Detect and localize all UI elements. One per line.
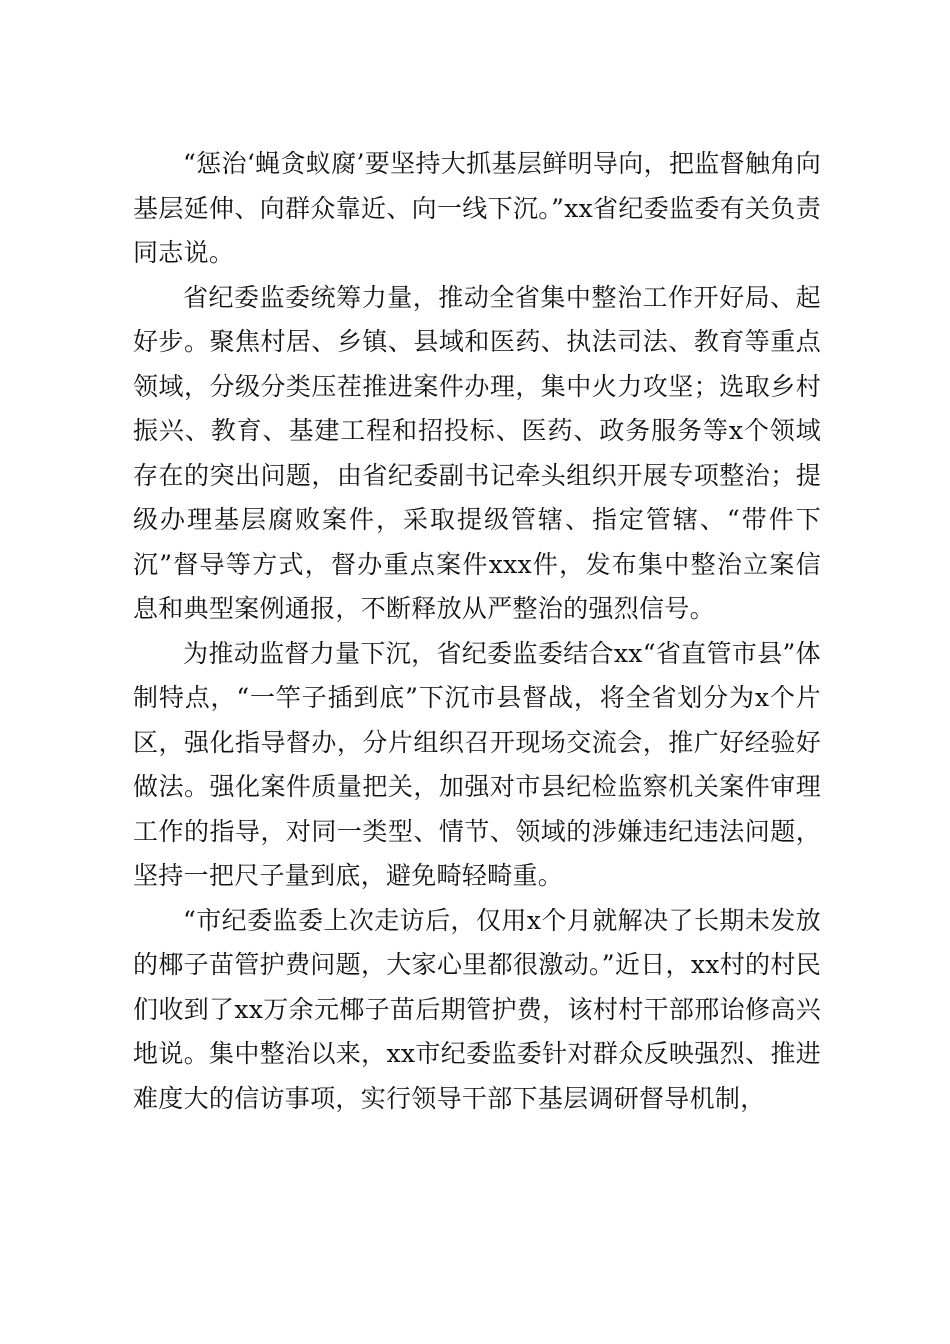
paragraph-1: “惩治‘蝇贪蚁腐’要坚持大抓基层鲜明导向，把监督触角向基层延伸、向群众靠近、向一线下沉。”xx省纪委监委有关负责同志说。 xyxy=(133,149,821,267)
document-body xyxy=(133,142,821,1121)
paragraph-3: 为推动监督力量下沉，省纪委监委结合xx“省直管市县”体制特点，“一竿子插到底”下沉市县督战，将全省划分为x个片区，强化指导督办，分片组织召开现场交流会，推广好经验好做法。强化案件质量把关，加强对市县纪检监察机关案件审理工作的指导，对同一类型、情节、领域的涉嫌违纪违法问题，坚持一把尺子量到底，避免畸轻畸重。 xyxy=(133,638,821,890)
paragraph-2: 省纪委监委统筹力量，推动全省集中整治工作开好局、起好步。聚焦村居、乡镇、县域和医药、执法司法、教育等重点领域，分级分类压茬推进案件办理，集中火力攻坚；选取乡村振兴、教育、基建工程和招投标、医药、政务服务等x个领域存在的突出问题，由省纪委副书记牵头组织开展专项整治；提级办理基层腐败案件，采取提级管辖、指定管辖、“带件下沉”督导等方式，督办重点案件xxx件，发布集中整治立案信息和典型案例通报，不断释放从严整治的强烈信号。 xyxy=(133,282,821,623)
paragraph-4: “市纪委监委上次走访后，仅用x个月就解决了长期未发放的椰子苗管护费问题，大家心里都很激动。”近日，xx村的村民们收到了xx万余元椰子苗后期管护费，该村村干部邢诒修高兴地说。集中整治以来，xx市纪委监委针对群众反映强烈、推进难度大的信访事项，实行领导干部下基层调研督导机制， xyxy=(133,905,821,1113)
